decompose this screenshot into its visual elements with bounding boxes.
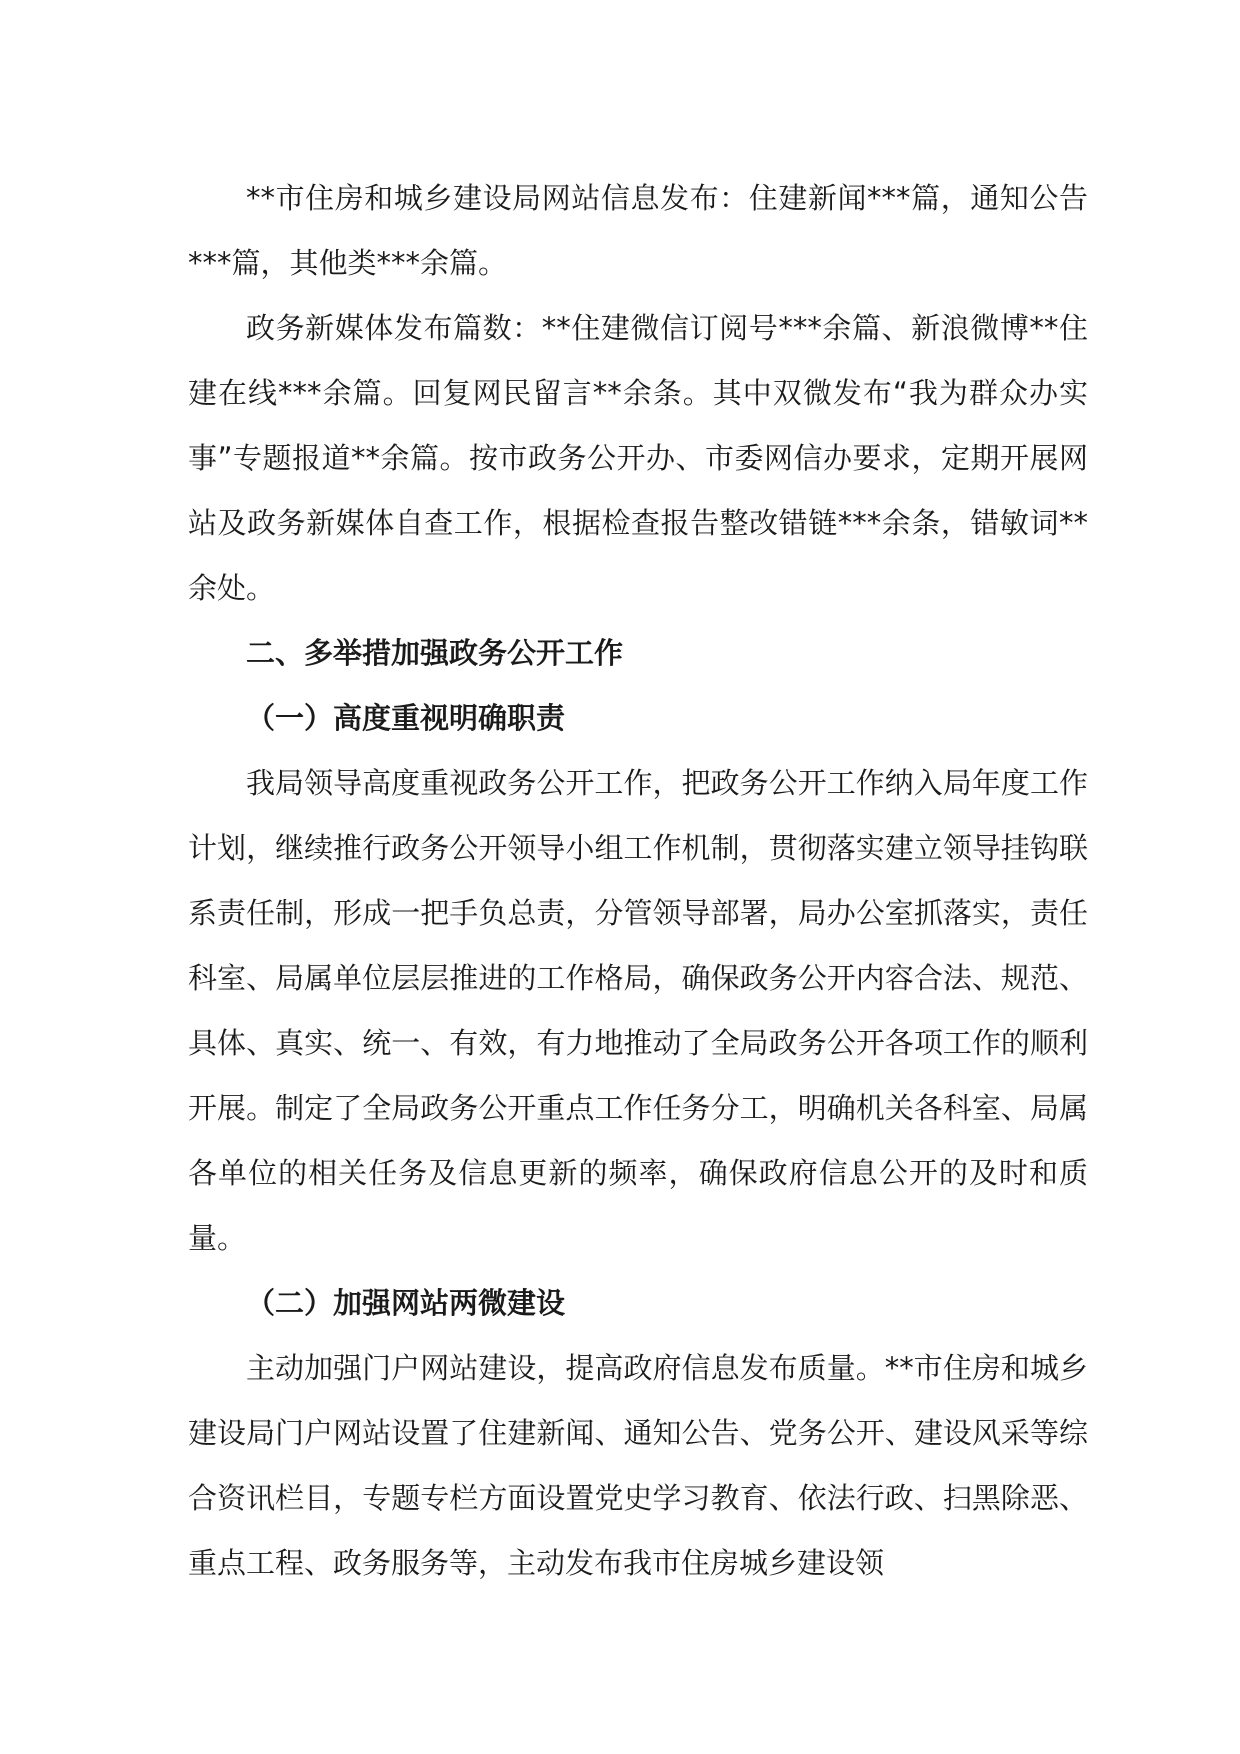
paragraph-website-stats: **市住房和城乡建设局网站信息发布：住建新闻***篇，通知公告***篇，其他类***余篇。 [188, 181, 1088, 280]
paragraph-new-media-stats: 政务新媒体发布篇数：**住建微信订阅号***余篇、新浪微博**住建在线***余篇。回复网民留言**余条。其中双微发布“我为群众办实事”专题报道**余篇。按市政务公开办、市委网信办要求，定期开展网站及政务新媒体自查工作，根据检查报告整改错链***余条，错敏词**余处。 [188, 311, 1088, 605]
section-heading-2: 二、多举措加强政务公开工作 [246, 636, 624, 670]
document-body [188, 166, 1088, 1596]
subsection-heading-2: （二）加强网站两微建设 [246, 1286, 566, 1320]
paragraph-responsibility: 我局领导高度重视政务公开工作，把政务公开工作纳入局年度工作计划，继续推行政务公开领导小组工作机制，贯彻落实建立领导挂钩联系责任制，形成一把手负总责，分管领导部署，局办公室抓落实，责任科室、局属单位层层推进的工作格局，确保政务公开内容合法、规范、具体、真实、统一、有效，有力地推动了全局政务公开各项工作的顺利开展。制定了全局政务公开重点工作任务分工，明确机关各科室、局属各单位的相关任务及信息更新的频率，确保政府信息公开的及时和质量。 [188, 766, 1088, 1255]
subsection-heading-1: （一）高度重视明确职责 [246, 701, 566, 735]
paragraph-website-construction: 主动加强门户网站建设，提高政府信息发布质量。**市住房和城乡建设局门户网站设置了住建新闻、通知公告、党务公开、建设风采等综合资讯栏目，专题专栏方面设置党史学习教育、依法行政、扫黑除恶、重点工程、政务服务等，主动发布我市住房城乡建设领 [188, 1351, 1088, 1580]
